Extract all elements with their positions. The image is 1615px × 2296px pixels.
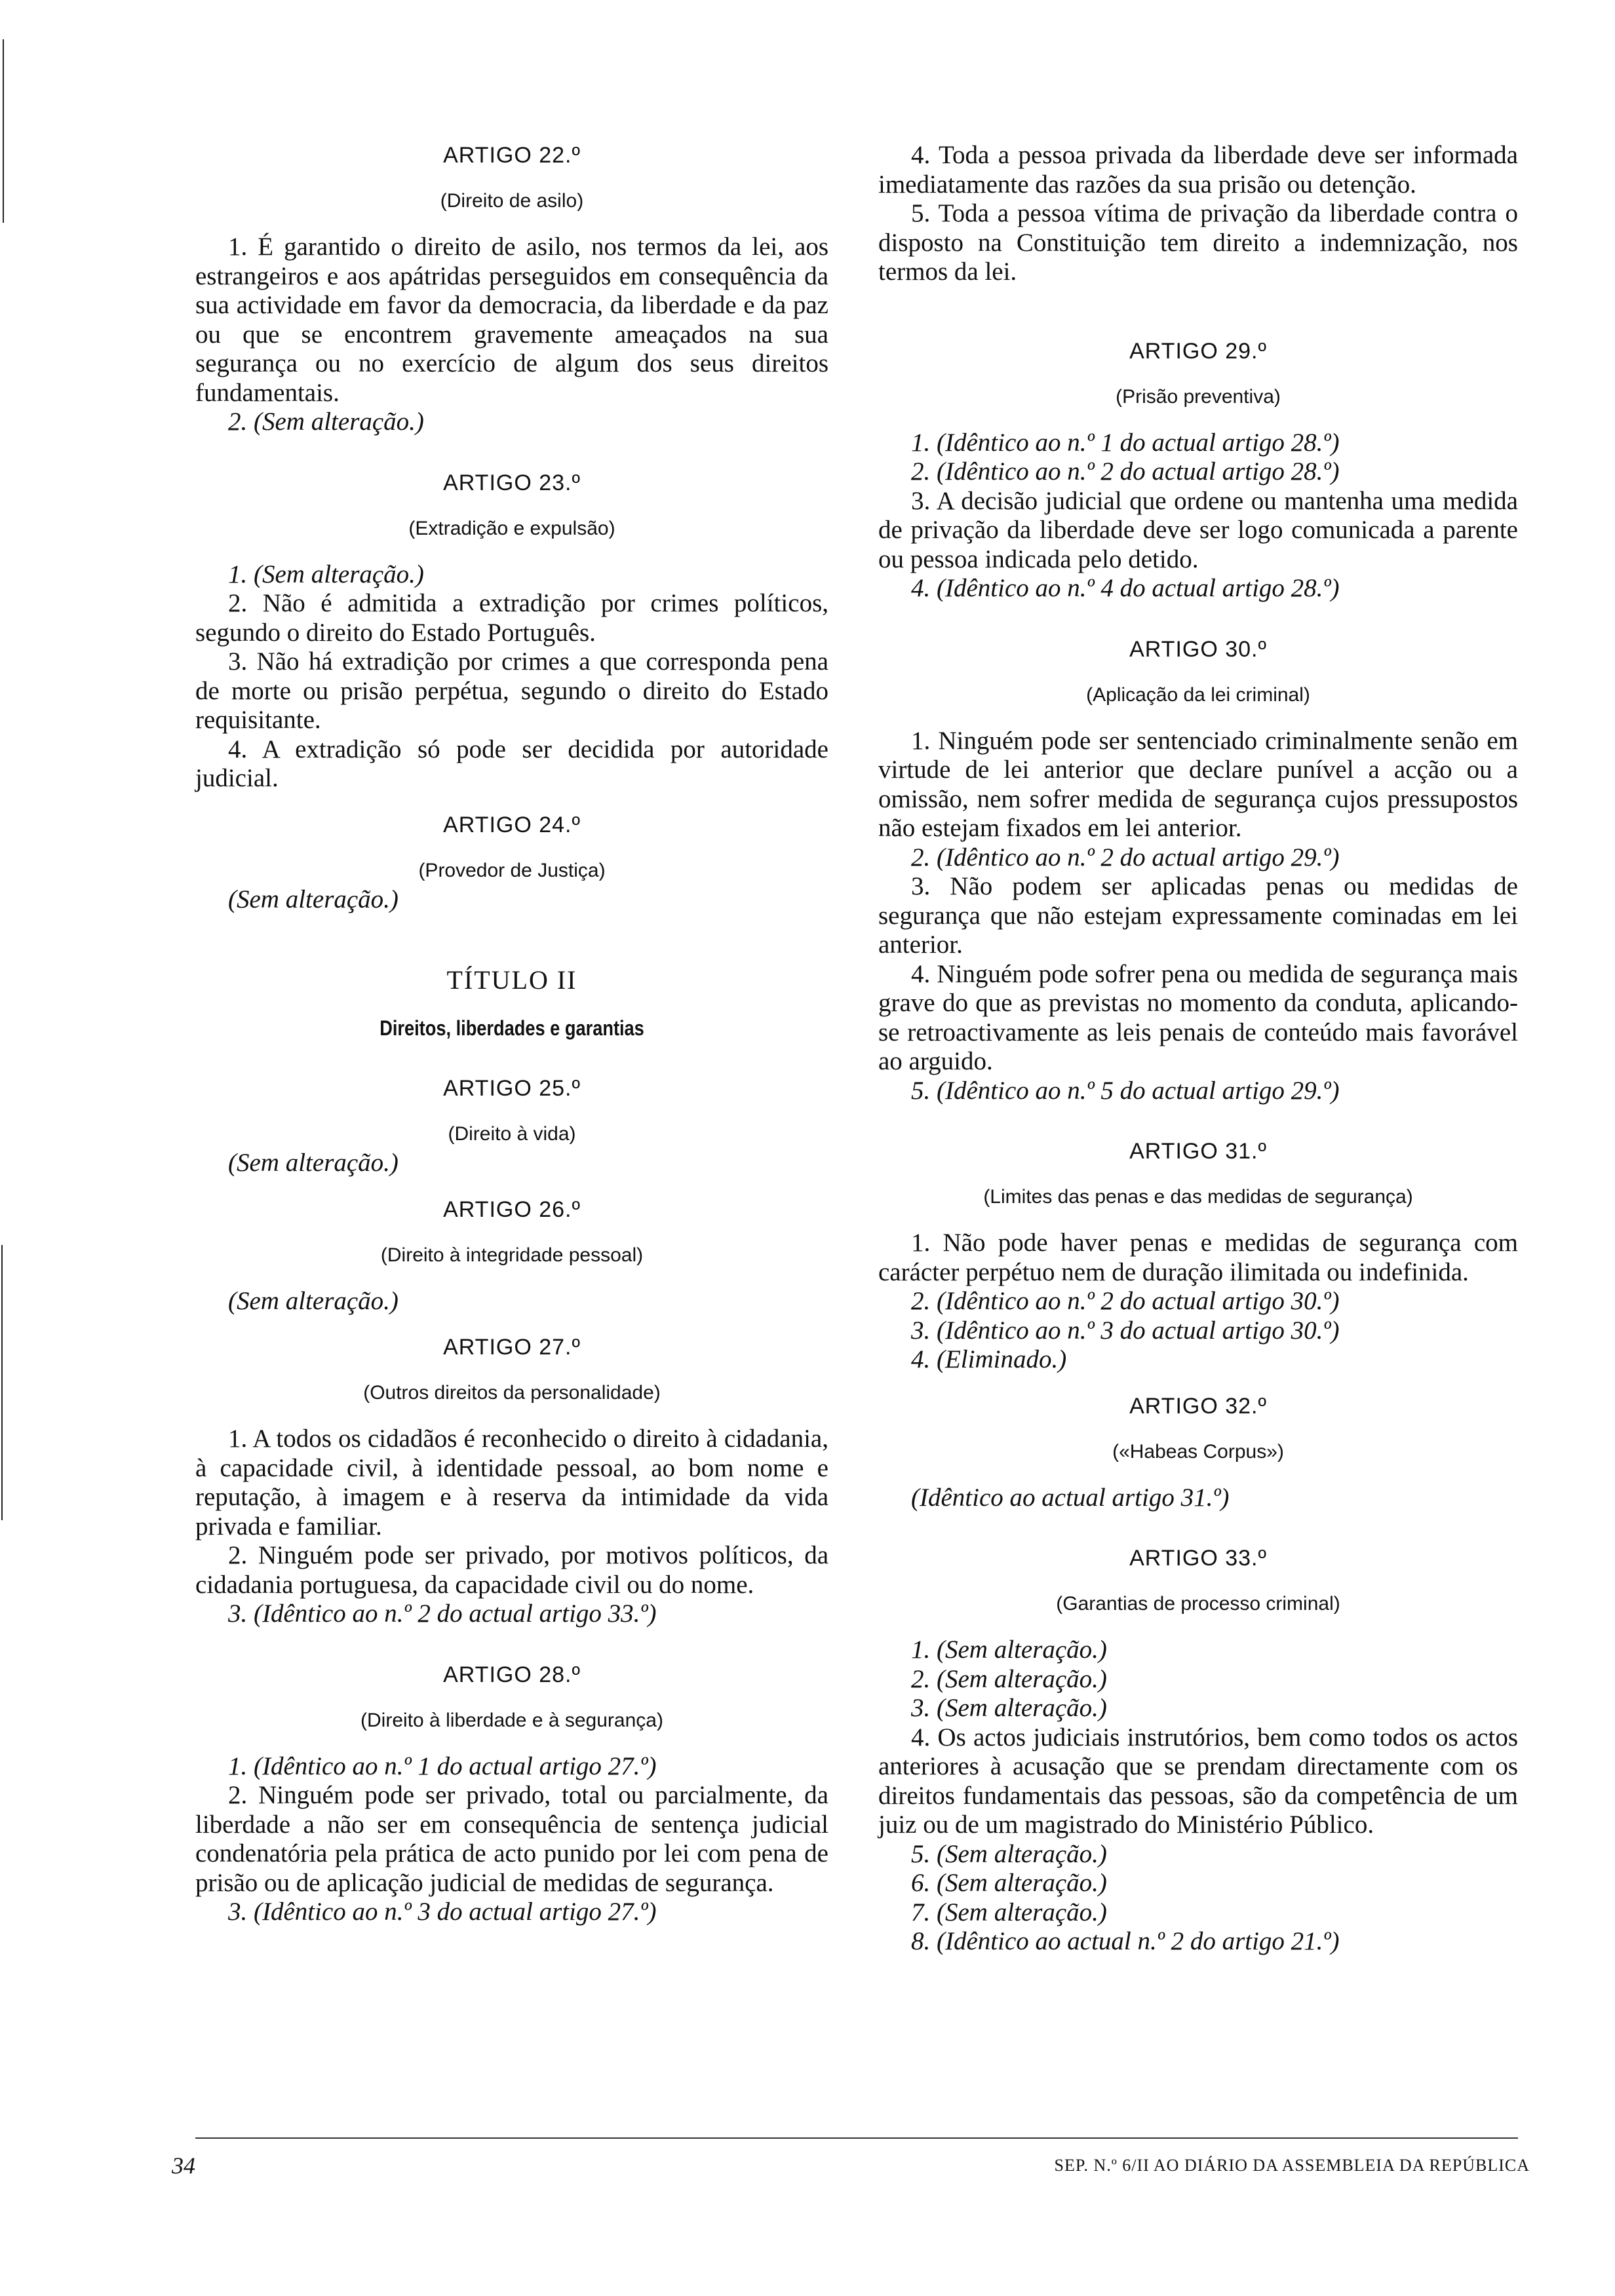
- paragraph: 4. Toda a pessoa privada da liberdade deve ser informada imediatamente das razões da sua prisão ou detenção.: [878, 141, 1518, 199]
- paragraph: 3. (Idêntico ao n.º 3 do actual artigo 27.º): [228, 1898, 657, 1926]
- paragraph: 4. Ninguém pode sofrer pena ou medida de segurança mais grave do que as previstas no momento da conduta, aplicando-se retroactivamente as leis penais de conteúdo mais favorável ao arguido.: [878, 959, 1518, 1075]
- article-subtitle: (Prisão preventiva): [1116, 385, 1281, 408]
- paragraph: 8. (Idêntico ao actual n.º 2 do artigo 21.º): [911, 1927, 1340, 1955]
- article-heading: ARTIGO 24.º: [443, 812, 581, 837]
- paragraph: 4. A extradição só pode ser decidida por autoridade judicial.: [195, 735, 828, 792]
- paragraph: 3. Não há extradição por crimes a que corresponda pena de morte ou prisão perpétua, segundo o direito do Estado requisitante.: [195, 647, 828, 734]
- paragraph: 2. (Sem alteração.): [228, 408, 424, 436]
- right-column: [878, 141, 1518, 1957]
- article-subtitle: (Extradição e expulsão): [408, 517, 615, 539]
- article-subtitle: (Garantias de processo criminal): [1056, 1593, 1340, 1615]
- paragraph: 2. (Idêntico ao n.º 2 do actual artigo 29.º): [911, 843, 1340, 871]
- article-subtitle: (Direito à liberdade e à segurança): [360, 1709, 663, 1731]
- paragraph: 1. Não pode haver penas e medidas de segurança com carácter perpétuo nem de duração ilimitada ou indefinida.: [878, 1229, 1518, 1286]
- article-heading: ARTIGO 31.º: [1129, 1139, 1267, 1164]
- paragraph: 1. É garantido o direito de asilo, nos termos da lei, aos estrangeiros e aos apátridas perseguidos em consequência da sua actividade em favor da democracia, da liberdade e da paz ou que se encontrem gravemente ameaçados na sua segurança ou no exercício de algum dos seus direitos fundamentais.: [195, 233, 828, 407]
- article-heading: ARTIGO 32.º: [1129, 1393, 1267, 1419]
- title-subheading: Direitos, liberdades e garantias: [379, 1016, 644, 1040]
- article-heading: ARTIGO 30.º: [1129, 636, 1267, 662]
- paragraph: 1. A todos os cidadãos é reconhecido o direito à cidadania, à capacidade civil, à identidade pessoal, ao bom nome e reputação, à imagem e à reserva da intimidade da vida privada e familiar.: [195, 1425, 828, 1540]
- title-heading: TÍTULO II: [446, 965, 577, 995]
- paragraph: 1. (Idêntico ao n.º 1 do actual artigo 27.º): [228, 1751, 657, 1780]
- paragraph: (Sem alteração.): [228, 1286, 399, 1315]
- paragraph: 2. (Sem alteração.): [911, 1664, 1107, 1693]
- paragraph: 1. (Idêntico ao n.º 1 do actual artigo 28.º): [911, 428, 1340, 457]
- article-subtitle: (Provedor de Justiça): [418, 859, 606, 881]
- paragraph: (Sem alteração.): [228, 885, 399, 913]
- paragraph: 4. (Idêntico ao n.º 4 do actual artigo 28.º): [911, 574, 1340, 602]
- article-heading: ARTIGO 27.º: [443, 1335, 581, 1360]
- article-heading: ARTIGO 22.º: [443, 143, 581, 168]
- paragraph: 5. Toda a pessoa vítima de privação da liberdade contra o disposto na Constituição tem direito a indemnização, nos termos da lei.: [878, 199, 1518, 286]
- article-heading: ARTIGO 28.º: [443, 1662, 581, 1687]
- paragraph: 1. Ninguém pode ser sentenciado criminalmente senão em virtude de lei anterior que declare punível a acção ou a omissão, nem sofrer medida de segurança cujos pressupostos não estejam fixados em lei anterior.: [878, 726, 1518, 842]
- paragraph: 2. Não é admitida a extradição por crimes políticos, segundo o direito do Estado Português.: [195, 589, 828, 647]
- article-heading: ARTIGO 25.º: [443, 1076, 581, 1101]
- scan-edge-mark: [1, 1245, 3, 1520]
- page-number: 34: [172, 2152, 195, 2179]
- article-heading: ARTIGO 29.º: [1129, 338, 1267, 364]
- paragraph: 3. (Sem alteração.): [911, 1694, 1107, 1722]
- paragraph: 3. (Idêntico ao n.º 3 do actual artigo 30.º): [911, 1316, 1340, 1345]
- article-subtitle: («Habeas Corpus»): [1112, 1440, 1284, 1463]
- scan-edge-mark: [3, 39, 4, 223]
- paragraph: 1. (Sem alteração.): [911, 1636, 1107, 1664]
- paragraph: 4. Os actos judiciais instrutórios, bem como todos os actos anteriores à acusação que se prendam directamente com os direitos fundamentais das pessoas, são da competência de um juiz ou de um magistrado do Ministério Público.: [878, 1723, 1518, 1839]
- paragraph: 4. (Eliminado.): [911, 1345, 1067, 1373]
- paragraph: 3. A decisão judicial que ordene ou mantenha uma medida de privação da liberdade deve ser logo comunicada a parente ou pessoa indicada pelo detido.: [878, 486, 1518, 573]
- article-subtitle: (Direito à integridade pessoal): [380, 1244, 644, 1266]
- article-subtitle: (Direito à vida): [448, 1123, 576, 1145]
- paragraph: 2. (Idêntico ao n.º 2 do actual artigo 28.º): [911, 457, 1340, 486]
- footer-reference: SEP. N.º 6/II AO DIÁRIO DA ASSEMBLEIA DA REPÚBLICA: [1054, 2156, 1530, 2175]
- paragraph: 2. (Idêntico ao n.º 2 do actual artigo 30.º): [911, 1287, 1340, 1315]
- paragraph: 5. (Sem alteração.): [911, 1839, 1107, 1868]
- paragraph: 2. Ninguém pode ser privado, total ou parcialmente, da liberdade a não ser em consequência de sentença judicial condenatória pela prática de acto punido por lei com pena de prisão ou de aplicação judicial de medidas de segurança.: [195, 1781, 828, 1897]
- paragraph: 7. (Sem alteração.): [911, 1898, 1107, 1926]
- paragraph: 3. (Idêntico ao n.º 2 do actual artigo 33.º): [228, 1599, 657, 1628]
- paragraph: 6. (Sem alteração.): [911, 1869, 1107, 1897]
- paragraph: 5. (Idêntico ao n.º 5 do actual artigo 29.º): [911, 1076, 1340, 1105]
- footer-divider: [195, 2137, 1518, 2139]
- paragraph: 2. Ninguém pode ser privado, por motivos políticos, da cidadania portuguesa, da capacidade civil ou do nome.: [195, 1541, 828, 1599]
- article-heading: ARTIGO 33.º: [1129, 1546, 1267, 1571]
- article-subtitle: (Outros direitos da personalidade): [363, 1382, 661, 1404]
- article-heading: ARTIGO 23.º: [443, 470, 581, 495]
- article-subtitle: (Aplicação da lei criminal): [1086, 683, 1310, 706]
- paragraph: 1. (Sem alteração.): [228, 560, 424, 588]
- paragraph: (Idêntico ao actual artigo 31.º): [911, 1483, 1230, 1512]
- article-subtitle: (Limites das penas e das medidas de segurança): [983, 1186, 1413, 1208]
- article-subtitle: (Direito de asilo): [440, 190, 584, 212]
- article-heading: ARTIGO 26.º: [443, 1196, 581, 1222]
- left-column: [195, 141, 828, 1927]
- paragraph: (Sem alteração.): [228, 1149, 399, 1177]
- paragraph: 3. Não podem ser aplicadas penas ou medidas de segurança que não estejam expressamente cominadas em lei anterior.: [878, 872, 1518, 959]
